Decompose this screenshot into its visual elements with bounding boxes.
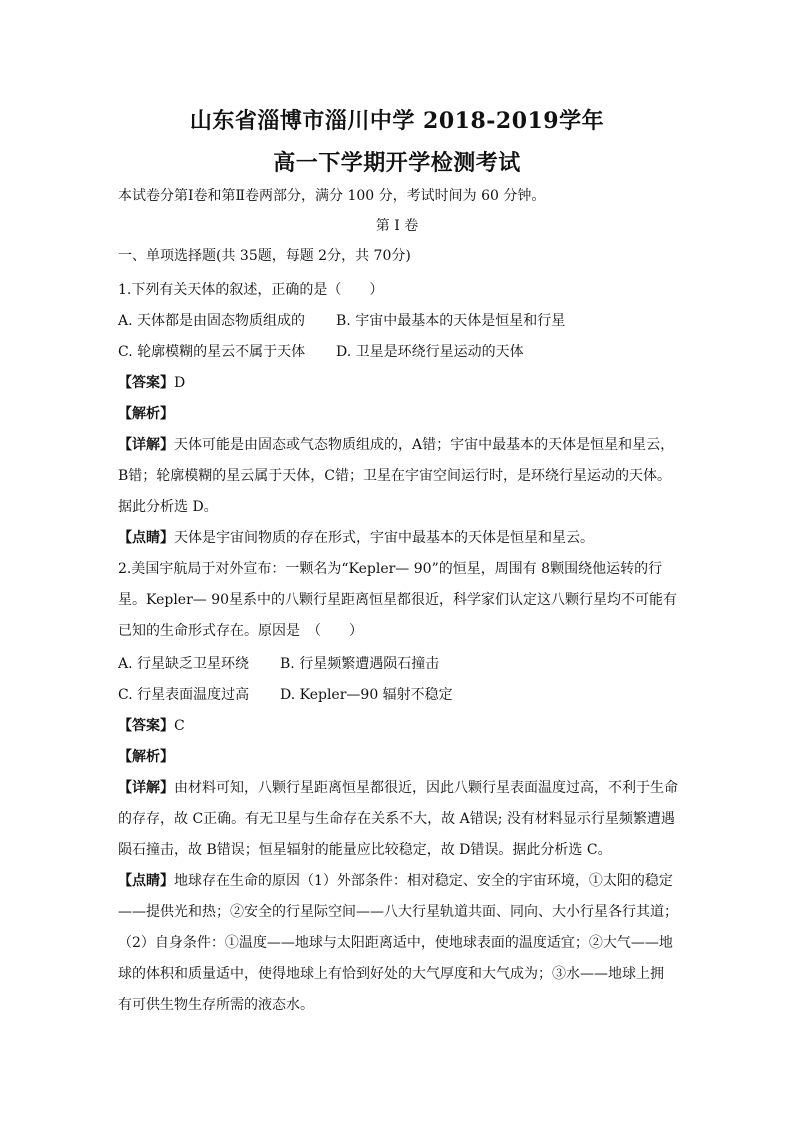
section-label: 【详解】 <box>118 780 174 796</box>
q2-detail-line-3: 陨石撞击，故 B错误；恒星辐射的能量应比较稳定，故 D错误。据此分析选 C。 <box>118 842 612 858</box>
q1-stem: 1.下列有关天体的叙述，正确的是（ ） <box>118 282 384 298</box>
document-title: 山东省淄博市淄川中学 2018-2019学年 <box>189 108 605 134</box>
exam-intro: 本试卷分第Ⅰ卷和第Ⅱ卷两部分，满分 100 分，考试时间为 60 分钟。 <box>118 188 546 204</box>
section-label: 【解析】 <box>118 749 174 765</box>
q2-stem-line-3: 已知的生命形式存在。原因是 （ ） <box>118 623 363 639</box>
section-label: 【解析】 <box>118 406 174 422</box>
q2-analysis-heading <box>118 747 678 767</box>
q2-detail-line-1: 【详解】由材料可知，八颗行星距离恒星都很近，因此八颗行星表面温度过高，不利于生命 <box>118 780 678 796</box>
q1-answer: 【答案】D <box>118 375 186 391</box>
q2-detail-line-2: 的存存，故 C正确。有无卫星与生命存在关系不大，故 A错误; 没有材料显示行星频繁遭遇 <box>118 811 675 827</box>
section-label: 【答案】 <box>118 375 174 391</box>
q2-option-c: C. 行星表面温度过高 <box>118 687 250 703</box>
section-label: 【点睛】 <box>118 873 174 889</box>
q2-note-line-5: 有可供生物生存所需的液态水。 <box>118 997 314 1013</box>
q2-stem-line-1: 2.美国宇航局于对外宣布：一颗名为“Kepler— 90”的恒星，周围有 8颗围绕他运转的行 <box>118 561 663 577</box>
part-title: 一、单项选择题(共 35题，每题 2分，共 70分) <box>118 248 411 264</box>
q1-detail-line-1: 【详解】天体可能是由固态或气态物质组成的，A错；宇宙中最基本的天体是恒星和星云， <box>118 437 675 453</box>
q2-note-line-4: 球的体积和质量适中，使得地球上有恰到好处的大气厚度和大气成为；③水——地球上拥 <box>118 966 664 982</box>
q2-stem-line-2: 星。Kepler— 90星系中的八颗行星距离恒星都很近，科学家们认定这八颗行星均不可能有 <box>118 592 678 608</box>
document-subtitle: 高一下学期开学检测考试 <box>273 150 521 176</box>
q1-option-d: D. 卫星是环绕行星运动的天体 <box>336 344 524 360</box>
q1-note: 【点睛】天体是宇宙间物质的存在形式，宇宙中最基本的天体是恒星和星云。 <box>118 530 594 546</box>
q2-option-b: B. 行星频繁遭遇陨石撞击 <box>280 656 440 672</box>
q1-detail-line-3: 据此分析选 D。 <box>118 499 218 515</box>
q2-note-line-3: （2）自身条件：①温度——地球与太阳距离适中，使地球表面的温度适宜；②大气——地 <box>118 935 673 951</box>
section-label: 【点睛】 <box>118 530 174 546</box>
q1-option-b: B. 宇宙中最基本的天体是恒星和行星 <box>336 313 566 329</box>
section-label: 【详解】 <box>118 437 174 453</box>
q2-answer: 【答案】C <box>118 718 185 734</box>
section-title: 第 I 卷 <box>375 218 419 234</box>
q2-option-a: A. 行星缺乏卫星环绕 <box>118 656 250 672</box>
q2-note-line-2: ——提供光和热；②安全的行星际空间——八大行星轨道共面、同向、大小行星各行其道； <box>118 904 678 920</box>
q1-analysis-heading <box>118 404 678 424</box>
q1-option-a: A. 天体都是由固态物质组成的 <box>118 313 306 329</box>
section-label: 【答案】 <box>118 718 174 734</box>
q1-detail-line-2: B错；轮廓模糊的星云属于天体，C错；卫星在宇宙空间运行时，是环绕行星运动的天体。 <box>118 468 671 484</box>
q2-note-line-1: 【点睛】地球存在生命的原因（1）外部条件：相对稳定、安全的宇宙环境，①太阳的稳定 <box>118 873 673 889</box>
q1-option-c: C. 轮廓模糊的星云不属于天体 <box>118 344 306 360</box>
q2-option-d: D. Kepler—90 辐射不稳定 <box>280 687 453 703</box>
